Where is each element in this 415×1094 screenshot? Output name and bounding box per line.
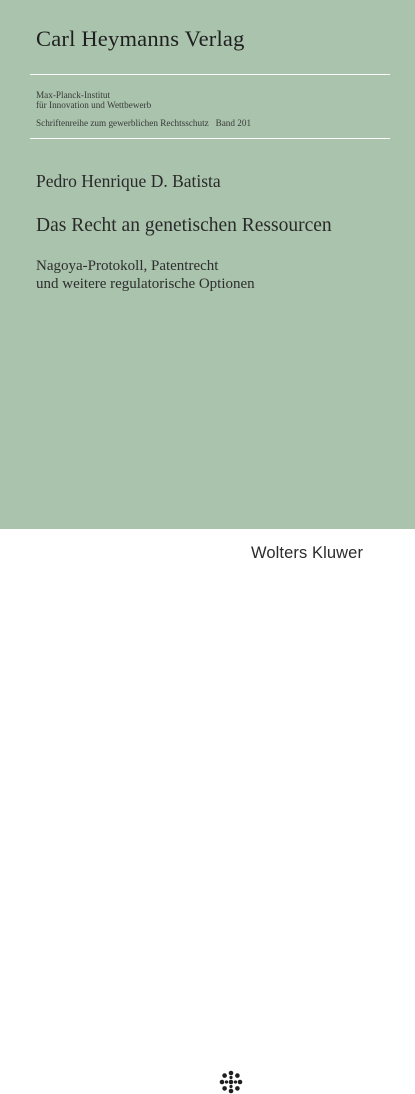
cover-panel [0, 0, 415, 529]
divider-bottom [30, 138, 390, 139]
subtitle-line-2: und weitere regulatorische Optionen [36, 276, 255, 292]
institute-line-1: Max-Planck-Institut [36, 90, 110, 100]
author-name: Pedro Henrique D. Batista [36, 171, 221, 191]
subtitle-line-1: Nagoya-Protokoll, Patentrecht [36, 258, 219, 274]
divider-top [30, 74, 390, 75]
publisher-brand: Wolters Kluwer [251, 544, 364, 562]
book-title: Das Recht an genetischen Ressourcen [36, 215, 332, 236]
publisher-footer [0, 529, 415, 588]
institute-line-2: für Innovation und Wettbewerb [36, 100, 152, 110]
series-line: Schriftenreihe zum gewerblichen Rechtsschutz Band 201 [36, 118, 252, 128]
publisher-name: Carl Heymanns Verlag [36, 26, 245, 51]
wolters-kluwer-logo-icon [219, 1070, 243, 1094]
